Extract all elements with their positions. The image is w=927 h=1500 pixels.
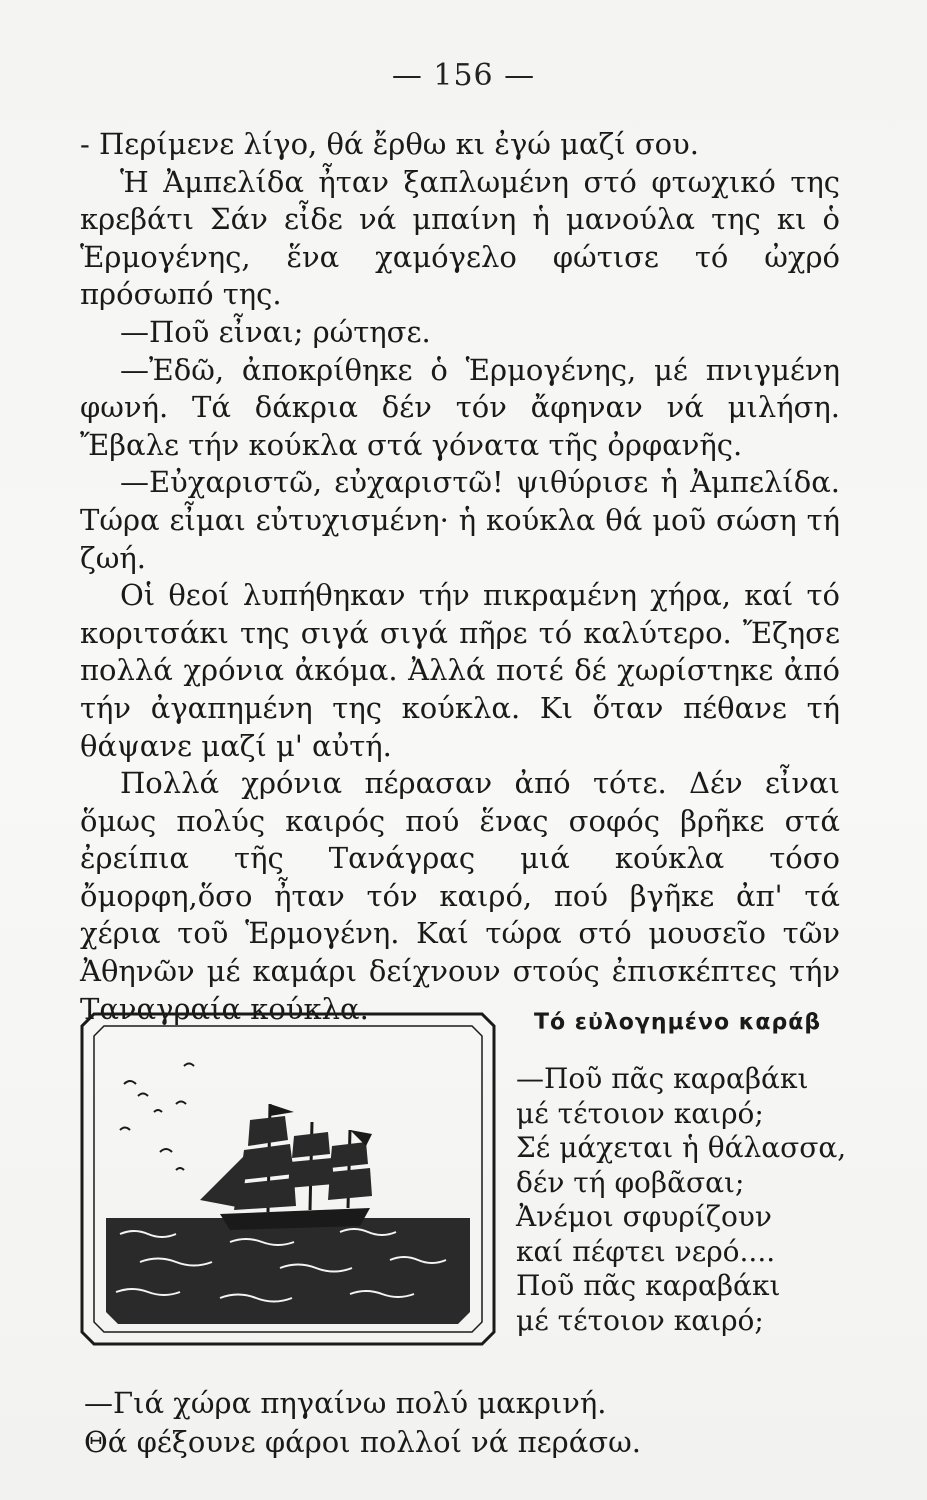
poem-continuation [84,1384,844,1462]
poem-line: —Γιά χώρα πηγαίνω πολύ μακρινή. [84,1386,607,1420]
page-number: — 156 — [391,58,536,93]
paragraph: Πολλά χρόνια πέρασαν ἀπό τότε. Δέν εἶναι ὅμως πολύς καιρός πού ἕνας σοφός βρῆκε στά ἐρείπια τῆς Τανάγρας μιά κούκλα τόσο ὄμορφη,ὅσο ἦταν τόν καιρό, πού βγῆκε ἀπ' τά χέρια τοῦ Ἑρμογένη. Καί τώρα στό μουσεῖο τῶν Ἀθηνῶν μέ καμάρι δείχνουν στούς ἐπισκέπτες τήν Ταναγραία κούκλα. [80,766,840,1026]
paragraph: —Ποῦ εἶναι; ρώτησε. [120,314,431,349]
ship-illustration [80,1012,496,1346]
poem-line: Σέ μάχεται ἡ θάλασσα, [516,1131,847,1164]
poem-line: Ποῦ πᾶς καραβάκι [516,1269,781,1302]
poem-line: δέν τή φοβᾶσαι; [516,1165,745,1199]
paragraph: Ἡ Ἀμπελίδα ἦταν ξαπλωμένη στό φτωχικό της κρεβάτι Σάν εἶδε νά μπαίνη ἡ μανούλα της κι ὁ Ἑρμογένης, ἕνα χαμόγελο φώτισε τό ὠχρό πρόσωπό της. [80,164,840,312]
paragraph: —Ἐδῶ, ἀποκρίθηκε ὁ Ἑρμογένης, μέ πνιγμένη φωνή. Τά δάκρια δέν τόν ἄφηναν νά μιλήση. Ἔβαλε τήν κούκλα στά γόνατα τῆς ὀρφανῆς. [80,352,840,462]
poem-line: καί πέφτει νερό.... [516,1234,776,1268]
poem-line: —Ποῦ πᾶς καραβάκι [516,1062,809,1095]
story-text [80,126,840,1028]
poem-title: Τό εὐλογημένο καράβ [534,1010,822,1035]
sailing-ship-icon [80,1012,496,1346]
paragraph: —Εὐχαριστῶ, εὐχαριστῶ! ψιθύρισε ἡ Ἀμπελίδα. Τώρα εἶμαι εὐτυχισμένη· ἡ κούκλα θά μοῦ σώση τή ζωή. [80,465,840,575]
poem-line: μέ τέτοιον καιρό; [516,1303,764,1337]
poem-line: Θά φέξουνε φάροι πολλοί νά περάσω. [84,1425,641,1459]
paragraph: - Περίμενε λίγο, θά ἔρθω κι ἐγώ μαζί σου. [80,127,699,161]
paragraph: Οἱ θεοί λυπήθηκαν τήν πικραμένη χήρα, καί τό κοριτσάκι της σιγά σιγά πῆρε τό καλύτερο. Ἔζησε πολλά χρόνια ἀκόμα. Ἀλλά ποτέ δέ χωρίστηκε ἀπό τήν ἀγαπημένη της κούκλα. Κι ὅταν πέθανε τή θάψανε μαζί μ' αὐτή. [80,578,840,763]
poem-line: μέ τέτοιον καιρό; [516,1096,764,1130]
poem-line: Ἀνέμοι σφυρίζουν [516,1200,772,1233]
poem [516,1062,847,1338]
